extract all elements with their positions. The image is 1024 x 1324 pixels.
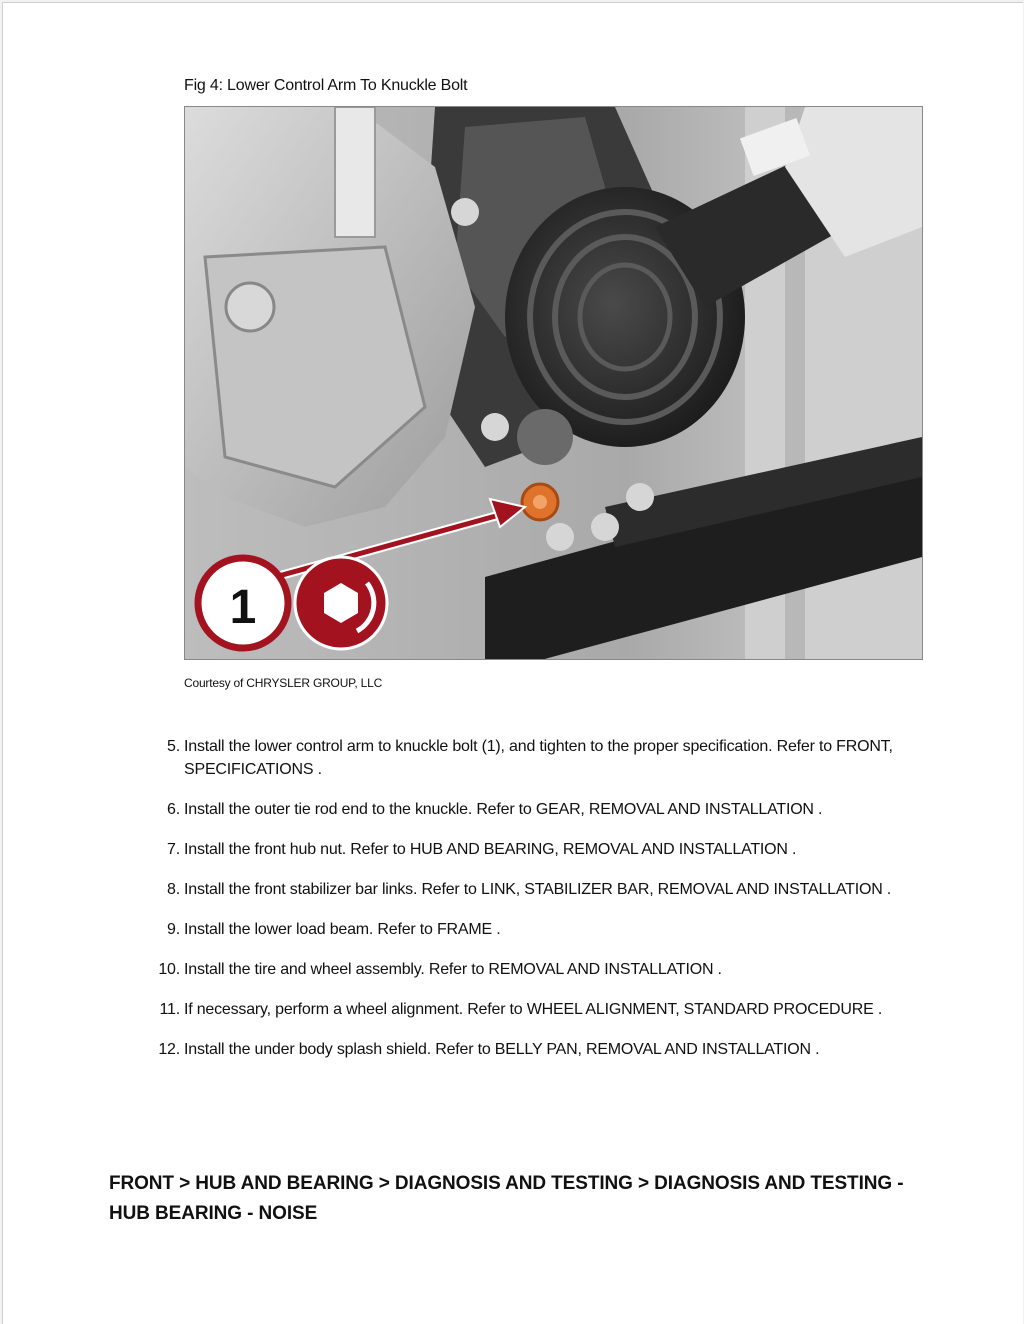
callout-number: 1: [229, 581, 257, 634]
lower-control-arm-photo: [184, 106, 923, 660]
procedure-step: 6. Install the outer tie rod end to the knuckle. Refer to GEAR, REMOVAL AND INSTALLATION .: [167, 801, 823, 818]
figure-caption: Fig 4: Lower Control Arm To Knuckle Bolt: [184, 77, 468, 94]
procedure-step: 5. Install the lower control arm to knuckle bolt (1), and tighten to the proper specification. Refer to FRONT, SPECIFICATIONS .: [167, 738, 893, 778]
document-page: [2, 2, 1023, 1324]
procedure-step: 9. Install the lower load beam. Refer to FRAME .: [167, 921, 501, 938]
procedure-step: 8. Install the front stabilizer bar links. Refer to LINK, STABILIZER BAR, REMOVAL AND INSTALLATION .: [167, 881, 892, 898]
figure-credit: Courtesy of CHRYSLER GROUP, LLC: [184, 676, 383, 690]
section-heading: FRONT > HUB AND BEARING > DIAGNOSIS AND TESTING > DIAGNOSIS AND TESTING - HUB BEARING - NOISE: [109, 1173, 904, 1224]
procedure-step: 11. If necessary, perform a wheel alignment. Refer to WHEEL ALIGNMENT, STANDARD PROCEDURE .: [159, 1001, 883, 1018]
procedure-step: 7. Install the front hub nut. Refer to HUB AND BEARING, REMOVAL AND INSTALLATION .: [167, 841, 797, 858]
procedure-step: 10. Install the tire and wheel assembly. Refer to REMOVAL AND INSTALLATION .: [158, 961, 722, 978]
procedure-step: 12. Install the under body splash shield. Refer to BELLY PAN, REMOVAL AND INSTALLATION .: [158, 1041, 820, 1058]
procedure-steps-list: [153, 735, 933, 1078]
